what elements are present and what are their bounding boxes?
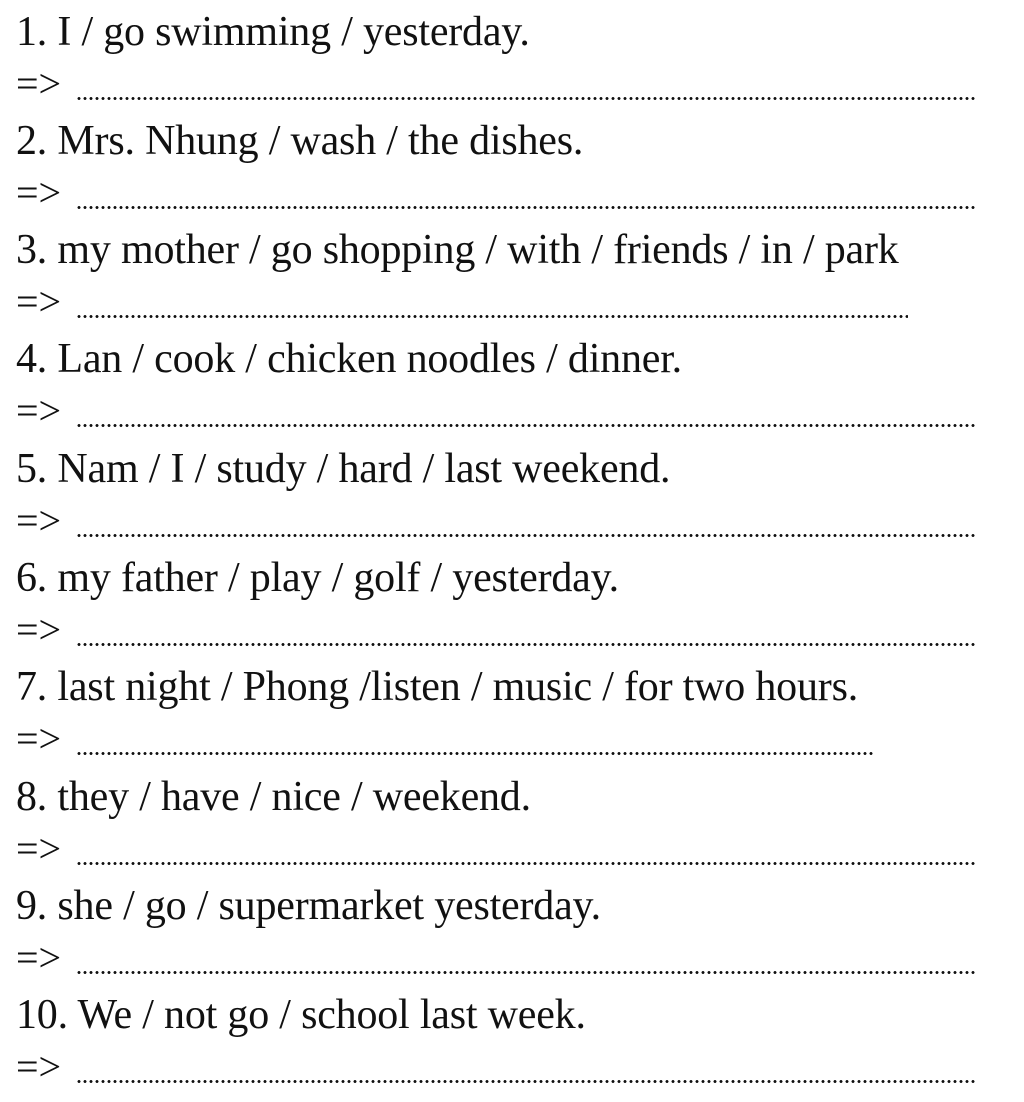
- exercise-prompt: 5. Nam / I / study / hard / last weekend.: [16, 446, 671, 492]
- exercise-prompt: 8. they / have / nice / weekend.: [16, 774, 531, 820]
- exercise-prompt: 10. We / not go / school last week.: [16, 992, 586, 1038]
- exercise-prompt: 7. last night / Phong /listen / music / for two hours.: [16, 664, 859, 710]
- answer-blank[interactable]: [76, 97, 976, 100]
- answer-line: [16, 170, 976, 215]
- exercise-item-2: [16, 111, 1024, 221]
- answer-line: [16, 607, 976, 652]
- answer-line: [16, 388, 976, 433]
- answer-line: [16, 279, 908, 324]
- answer-arrow: =>: [16, 607, 62, 652]
- exercise-item-8: [16, 767, 1024, 877]
- exercise-item-5: [16, 439, 1024, 549]
- answer-blank[interactable]: [76, 862, 976, 865]
- answer-line: [16, 716, 874, 761]
- answer-arrow: =>: [16, 279, 62, 324]
- answer-line: [16, 826, 976, 871]
- answer-blank[interactable]: [76, 315, 908, 318]
- answer-line: [16, 935, 976, 980]
- answer-blank[interactable]: [76, 534, 976, 537]
- answer-blank[interactable]: [76, 643, 976, 646]
- exercise-prompt: 6. my father / play / golf / yesterday.: [16, 555, 619, 601]
- exercise-prompt: 3. my mother / go shopping / with / friends / in / park: [16, 227, 899, 273]
- answer-blank[interactable]: [76, 424, 976, 427]
- exercise-prompt: 2. Mrs. Nhung / wash / the dishes.: [16, 118, 584, 164]
- answer-blank[interactable]: [76, 752, 874, 755]
- answer-arrow: =>: [16, 61, 62, 106]
- exercise-item-10: [16, 985, 1024, 1095]
- answer-arrow: =>: [16, 826, 62, 871]
- answer-arrow: =>: [16, 716, 62, 761]
- answer-arrow: =>: [16, 498, 62, 543]
- exercise-prompt: 9. she / go / supermarket yesterday.: [16, 883, 601, 929]
- exercise-item-4: [16, 329, 1024, 439]
- answer-line: [16, 498, 976, 543]
- answer-arrow: =>: [16, 388, 62, 433]
- answer-arrow: =>: [16, 935, 62, 980]
- answer-arrow: =>: [16, 170, 62, 215]
- answer-line: [16, 61, 976, 106]
- exercise-item-3: [16, 220, 1024, 330]
- exercise-item-7: [16, 657, 1024, 767]
- exercise-item-1: [16, 2, 1024, 112]
- exercise-item-9: [16, 876, 1024, 986]
- exercise-prompt: 1. I / go swimming / yesterday.: [16, 9, 530, 55]
- exercise-prompt: 4. Lan / cook / chicken noodles / dinner.: [16, 336, 682, 382]
- answer-line: [16, 1044, 976, 1089]
- answer-blank[interactable]: [76, 971, 976, 974]
- exercise-item-6: [16, 548, 1024, 658]
- answer-blank[interactable]: [76, 1080, 976, 1083]
- answer-arrow: =>: [16, 1044, 62, 1089]
- answer-blank[interactable]: [76, 206, 976, 209]
